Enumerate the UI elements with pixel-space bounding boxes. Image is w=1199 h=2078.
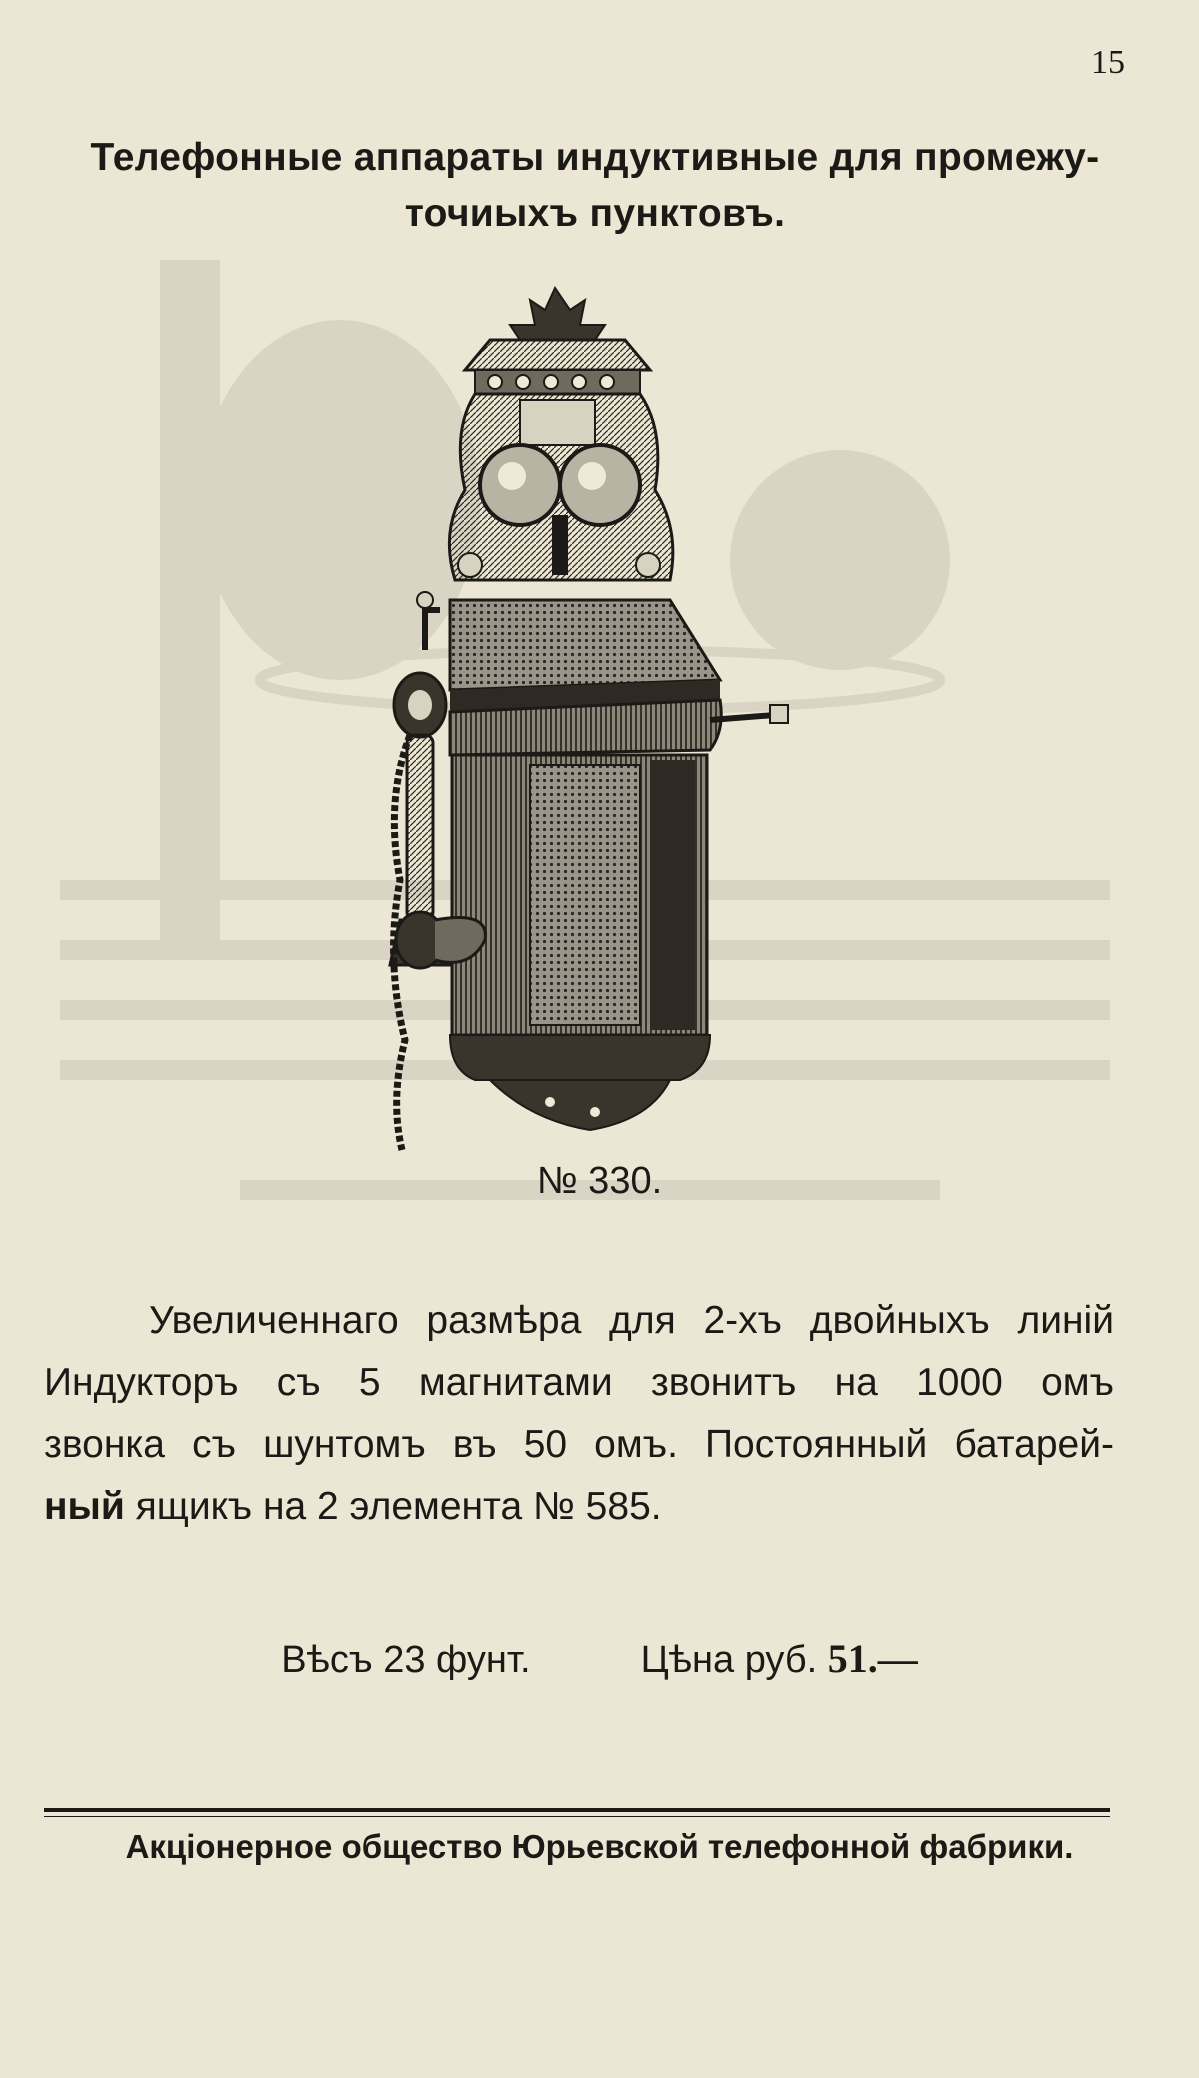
description-line-4-rest: ящикъ на 2 элемента № 585. xyxy=(124,1485,662,1528)
description-line-4 xyxy=(44,1476,1114,1538)
price-line xyxy=(0,1635,1199,1682)
title-line-2: точиыхъ пунктовъ. xyxy=(404,192,786,235)
price-value: 51.— xyxy=(827,1636,918,1681)
footer-company: Акціонерное общество Юрьевской телефонной фабрики. xyxy=(125,1828,1074,1865)
footer-rule xyxy=(44,1808,1110,1817)
page-number: 15 xyxy=(1091,44,1125,81)
title-line-1: Телефонные аппараты индуктивные для промежу- xyxy=(90,136,1100,179)
description-line-4-bold: ный xyxy=(44,1485,125,1528)
description-line-1: Увеличеннаго размѣра для 2-хъ двойныхъ линій xyxy=(149,1299,1114,1342)
weight: Вѣсъ 23 фунт. xyxy=(281,1639,531,1681)
description-line-3: звонка съ шунтомъ въ 50 омъ. Постоянный батарей- xyxy=(44,1423,1114,1466)
page-title xyxy=(40,130,1150,242)
description xyxy=(44,1290,1114,1538)
model-number: № 330. xyxy=(536,1160,663,1202)
wall-telephone-icon xyxy=(380,280,800,1160)
description-line-2: Индукторъ съ 5 магнитами звонитъ на 1000 омъ xyxy=(44,1361,1114,1404)
price-label: Цѣна руб. xyxy=(640,1639,818,1681)
